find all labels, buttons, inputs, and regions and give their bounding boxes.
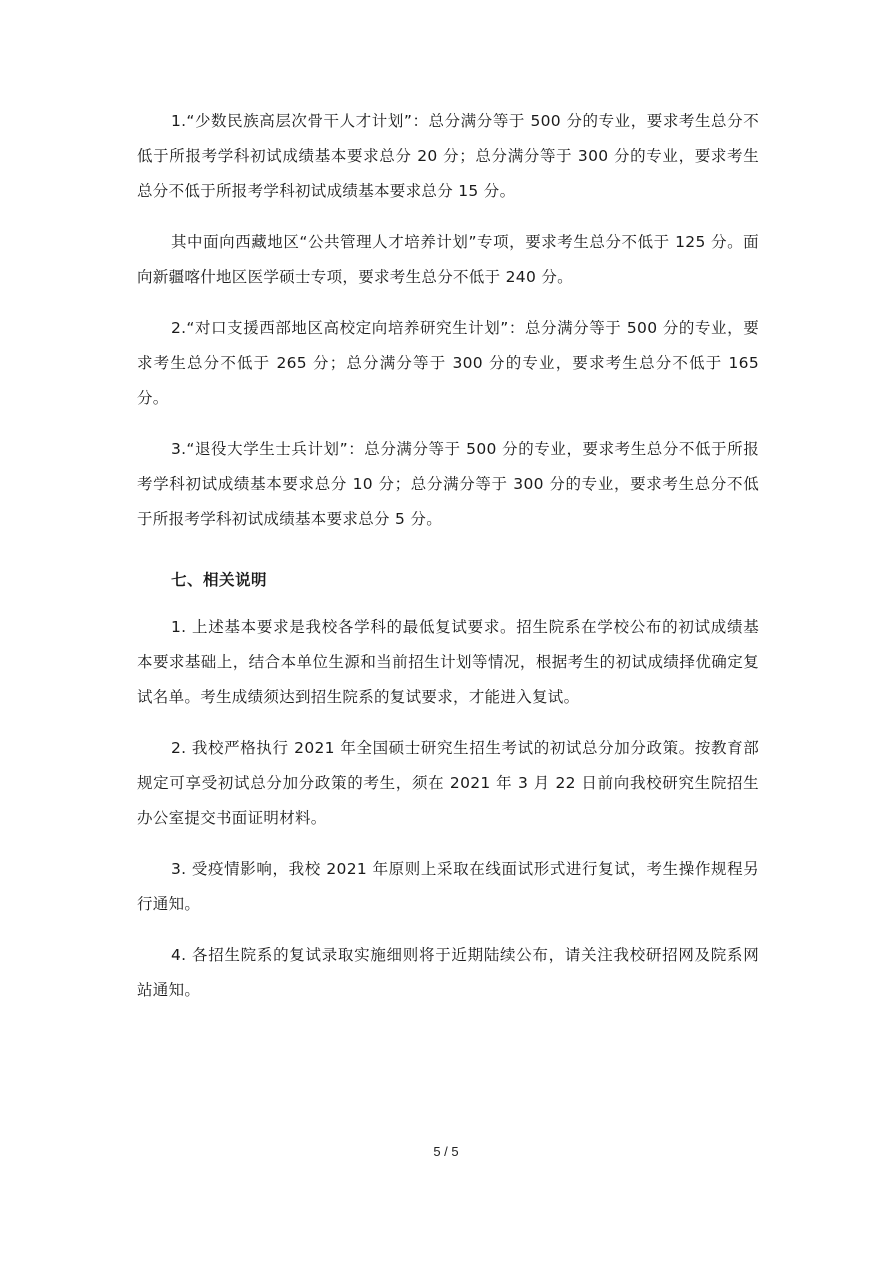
paragraph-basic-requirements: 1. 上述基本要求是我校各学科的最低复试要求。招生院系在学校公布的初试成绩基本要求基础上，结合本单位生源和当前招生计划等情况，根据考生的初试成绩择优确定复试名单。考生成绩须达到招生院系的复试要求，才能进入复试。: [137, 618, 759, 706]
paragraph-minority-plan: 1.“少数民族高层次骨干人才计划”：总分满分等于 500 分的专业，要求考生总分不低于所报考学科初试成绩基本要求总分 20 分；总分满分等于 300 分的专业，要求考生总分不低于所报考学科初试成绩基本要求总分 15 分。: [137, 112, 759, 200]
paragraph-tibet-xinjiang: 其中面向西藏地区“公共管理人才培养计划”专项，要求考生总分不低于 125 分。面向新疆喀什地区医学硕士专项，要求考生总分不低于 240 分。: [137, 233, 759, 286]
paragraph-western-support-plan: 2.“对口支援西部地区高校定向培养研究生计划”：总分满分等于 500 分的专业，要求考生总分不低于 265 分；总分满分等于 300 分的专业，要求考生总分不低于 165 分。: [137, 319, 759, 407]
paragraph-veteran-plan: 3.“退役大学生士兵计划”：总分满分等于 500 分的专业，要求考生总分不低于所报考学科初试成绩基本要求总分 10 分；总分满分等于 300 分的专业，要求考生总分不低于所报考学科初试成绩基本要求总分 5 分。: [137, 440, 759, 528]
paragraph-bonus-policy: 2. 我校严格执行 2021 年全国硕士研究生招生考试的初试总分加分政策。按教育部规定可享受初试总分加分政策的考生，须在 2021 年 3 月 22 日前向我校研究生院招生办公室提交书面证明材料。: [137, 739, 759, 827]
document-body: [137, 104, 759, 1024]
paragraph-online-interview: 3. 受疫情影响，我校 2021 年原则上采取在线面试形式进行复试，考生操作规程另行通知。: [137, 860, 759, 913]
section-heading: 七、相关说明: [171, 571, 268, 589]
page-number: 5 / 5: [433, 1144, 459, 1159]
paragraph-admission-rules: 4. 各招生院系的复试录取实施细则将于近期陆续公布，请关注我校研招网及院系网站通知。: [137, 946, 759, 999]
